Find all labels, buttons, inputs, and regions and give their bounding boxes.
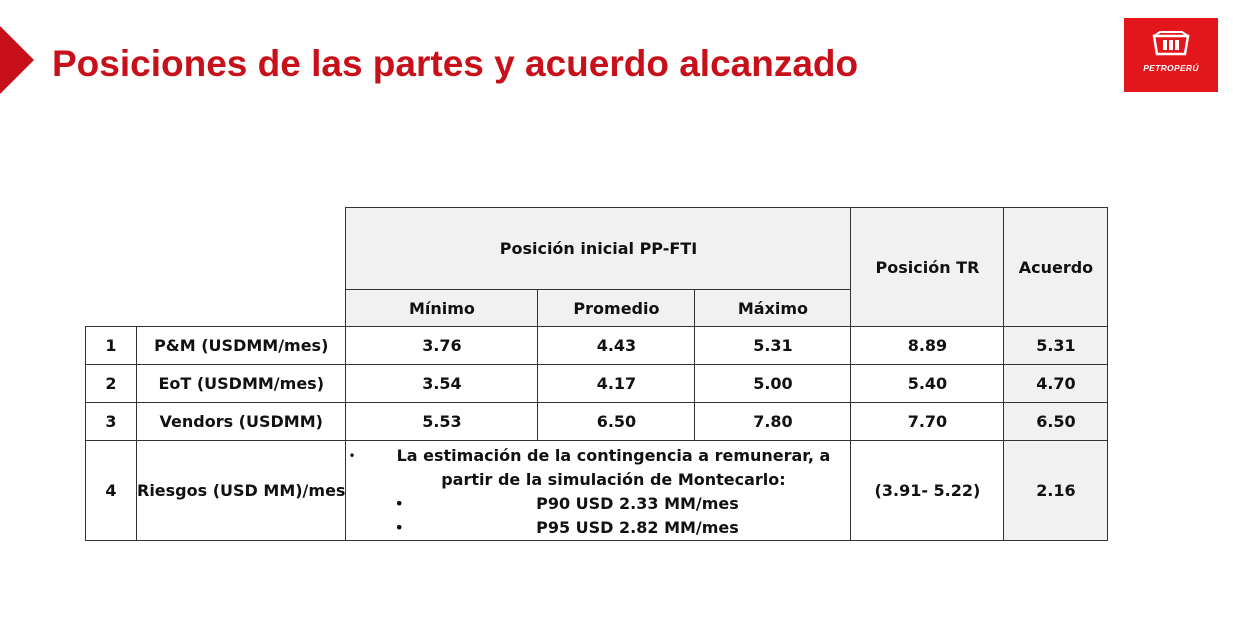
risk-sub-list [376,492,850,540]
bullet-icon: • [394,494,404,513]
row-number: 2 [86,365,137,403]
risk-description-cell [346,441,851,541]
row-label: Riesgos (USD MM)/mes [137,441,346,541]
row-number: 1 [86,327,137,365]
agreement-value: 6.50 [1004,403,1108,441]
max-value: 5.31 [695,327,851,365]
list-item: • P95 USD 2.82 MM/mes [376,516,850,540]
row-label: EoT (USDMM/mes) [137,365,346,403]
max-value: 5.00 [695,365,851,403]
agreement-value: 2.16 [1004,441,1108,541]
tr-value: 5.40 [851,365,1004,403]
min-value: 3.76 [346,327,538,365]
avg-header: Promedio [538,290,695,327]
max-value: 7.80 [695,403,851,441]
tr-value: 7.70 [851,403,1004,441]
positions-table [85,207,1108,541]
min-value: 3.54 [346,365,538,403]
petroperu-logo [1124,18,1218,92]
tr-value: (3.91- 5.22) [851,441,1004,541]
bullet-icon: • [394,518,404,537]
initial-position-header: Posición inicial PP-FTI [346,208,851,290]
page-title: Posiciones de las partes y acuerdo alcanzado [52,43,859,84]
avg-value: 6.50 [538,403,695,441]
bullet-icon: • [348,449,356,463]
table-row [86,327,1108,365]
agreement-header: Acuerdo [1004,208,1108,327]
list-item: • P90 USD 2.33 MM/mes [376,492,850,516]
agreement-value: 5.31 [1004,327,1108,365]
row-label: Vendors (USDMM) [137,403,346,441]
agreement-value: 4.70 [1004,365,1108,403]
tr-value: 8.89 [851,327,1004,365]
tr-position-header: Posición TR [851,208,1004,327]
min-value: 5.53 [346,403,538,441]
table-row [86,365,1108,403]
logo-emblem-icon [1150,30,1192,60]
title-arrow-marker [0,26,34,94]
table-row [86,403,1108,441]
row-number: 3 [86,403,137,441]
risk-row [86,441,1108,541]
logo-wordmark: PETROPERÚ [1143,63,1199,73]
row-number: 4 [86,441,137,541]
min-header: Mínimo [346,290,538,327]
max-header: Máximo [695,290,851,327]
avg-value: 4.43 [538,327,695,365]
avg-value: 4.17 [538,365,695,403]
row-label: P&M (USDMM/mes) [137,327,346,365]
risk-description: La estimación de la contingencia a remunerar, a partir de la simulación de Montecarlo: [396,446,831,489]
